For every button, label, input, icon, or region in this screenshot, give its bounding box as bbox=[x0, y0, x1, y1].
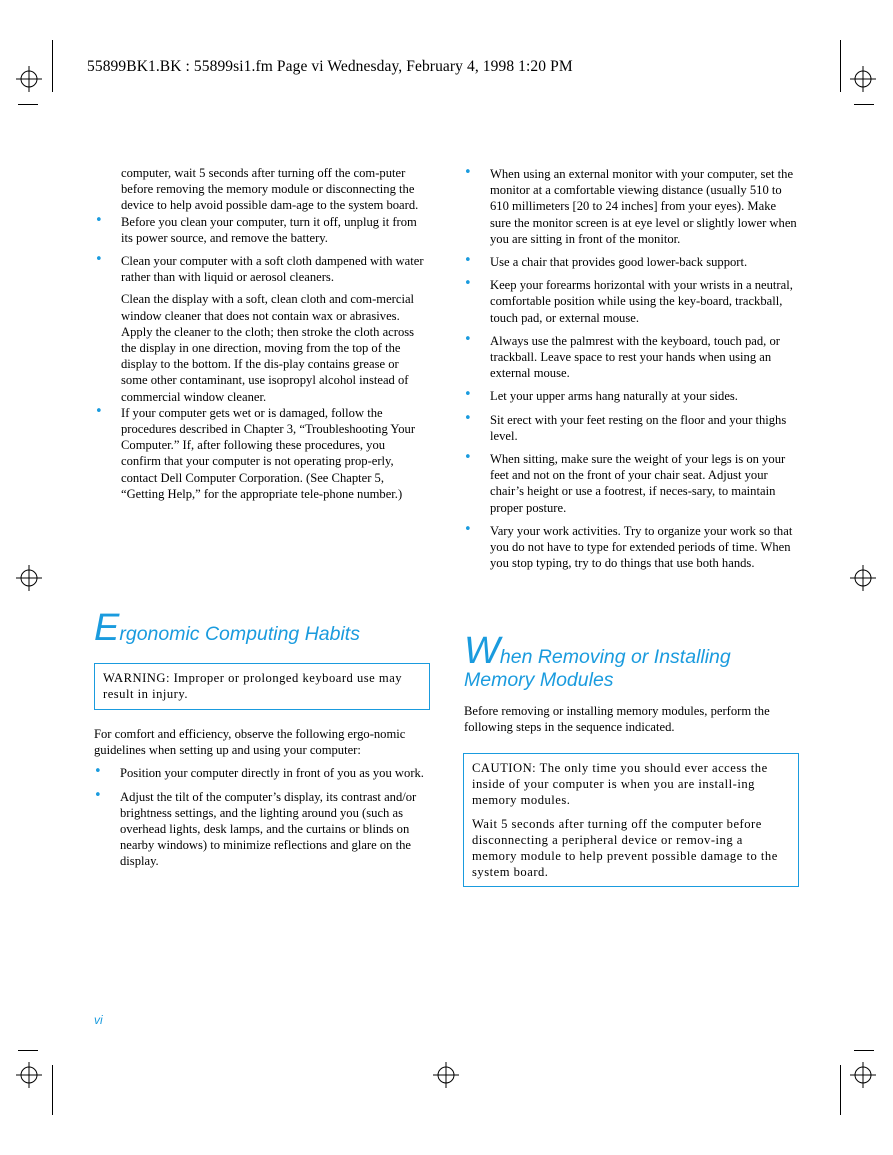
bullet-icon: • bbox=[464, 165, 472, 180]
registration-mark-icon bbox=[16, 66, 42, 92]
list-item: • Clean your computer with a soft cloth dampened with water rather than with liquid or aerosol cleaners. bbox=[95, 252, 424, 285]
bullet-icon: • bbox=[464, 410, 472, 426]
right-column bbox=[464, 166, 798, 578]
registration-mark-icon bbox=[16, 1062, 42, 1088]
page-number: vi bbox=[94, 1013, 103, 1027]
section-heading-ergonomic: Ergonomic Computing Habits bbox=[94, 607, 360, 649]
list-item: • Always use the palmrest with the keyboard, touch pad, or trackball. Leave space to rest your hands when using an external mouse. bbox=[464, 331, 780, 381]
caution-box: CAUTION: The only time you should ever access the inside of your computer is when you are install-ing memory modules. Wait 5 seconds after turning off the computer before disconnecting a peripheral device or remov-ing a memory module to help prevent possible damage to the system board. bbox=[463, 753, 799, 887]
list-item: • Use a chair that provides good lower-back support. bbox=[464, 253, 748, 270]
bullet-icon: • bbox=[95, 403, 103, 419]
left-column bbox=[95, 165, 428, 509]
continued-paragraph: computer, wait 5 seconds after turning off the com-puter before removing the memory module or disconnecting the device to help avoid possible dam-age to the system board. bbox=[121, 166, 419, 213]
bullet-icon: • bbox=[94, 787, 102, 803]
registration-mark-icon bbox=[433, 1062, 459, 1088]
bullet-icon: • bbox=[464, 387, 472, 403]
bullet-icon: • bbox=[464, 331, 472, 347]
memory-intro: Before removing or installing memory modules, perform the following steps in the sequence indicated. bbox=[464, 704, 770, 735]
list-item: • Keep your forearms horizontal with your wrists in a neutral, comfortable position while using the key-board, trackball, touch pad, or external mouse. bbox=[464, 276, 793, 325]
list-item: • Adjust the tilt of the computer’s display, its contrast and/or brightness settings, and the lighting around you (such as overhead lights, desk lamps, and the curtains or blinds on nearby windows) to minimize reflections and glare on the display. bbox=[94, 787, 417, 869]
warning-box: WARNING: Improper or prolonged keyboard use may result in injury. bbox=[94, 663, 430, 710]
ergonomic-intro: For comfort and efficiency, observe the following ergo-nomic guidelines when setting up and using your computer: bbox=[94, 727, 406, 758]
list-item: • When sitting, make sure the weight of your legs is on your feet and not on the front of your chair seat. Adjust your chair’s height or use a footrest, if neces-sary, to maintain proper posture. bbox=[464, 450, 786, 515]
bullet-icon: • bbox=[95, 212, 103, 228]
list-item: • Let your upper arms hang naturally at your sides. bbox=[464, 387, 738, 404]
bullet-icon: • bbox=[464, 276, 472, 292]
bullet-icon: • bbox=[95, 252, 103, 268]
bullet-icon: • bbox=[464, 253, 472, 269]
bullet-icon: • bbox=[464, 450, 472, 466]
ergonomic-guidelines bbox=[94, 726, 428, 877]
list-item: • Vary your work activities. Try to organize your work so that you do not have to type for extended periods of time. When you stop typing, try to do things that use both hands. bbox=[464, 521, 793, 571]
bullet-icon: • bbox=[464, 521, 472, 537]
page-header: 55899BK1.BK : 55899si1.fm Page vi Wednesday, February 4, 1998 1:20 PM bbox=[87, 58, 573, 75]
list-item: • When using an external monitor with your computer, set the monitor at a comfortable viewing distance (usually 510 to 610 millimeters [20 to 24 inches] from your eyes). Make sure the monitor screen is at eye level or slightly lower when you are sitting in front of the monitor. bbox=[464, 165, 797, 246]
registration-mark-icon bbox=[850, 565, 876, 591]
bullet-icon: • bbox=[94, 764, 102, 780]
registration-mark-icon bbox=[850, 66, 876, 92]
list-item: • If your computer gets wet or is damaged, follow the procedures described in Chapter 3, “Troubleshooting Your Computer.” If, after following these procedures, you confirm that your computer is not operating prop-erly, contact Dell Computer Corporation. (See Chapter 5, “Getting Help,” for the appropriate tele-phone number.) bbox=[95, 403, 416, 501]
list-item: • Before you clean your computer, turn it off, unplug it from its power source, and remove the battery. bbox=[95, 212, 417, 245]
list-item: • Sit erect with your feet resting on the floor and your thighs level. bbox=[464, 410, 787, 443]
list-item: • Position your computer directly in front of you as you work. bbox=[94, 764, 424, 781]
clean-display-paragraph: Clean the display with a soft, clean cloth and com-mercial window cleaner that does not contain wax or abrasives. Apply the cleaner to the cloth; then stroke the cloth across the display in one direction, moving from the top of the display to the bottom. If the dis-play contains grease or some other contaminant, use isopropyl alcohol instead of commercial window cleaner. bbox=[121, 292, 415, 404]
registration-mark-icon bbox=[16, 565, 42, 591]
section-heading-memory-modules: When Removing or Installing Memory Modules bbox=[464, 630, 731, 691]
registration-mark-icon bbox=[850, 1062, 876, 1088]
